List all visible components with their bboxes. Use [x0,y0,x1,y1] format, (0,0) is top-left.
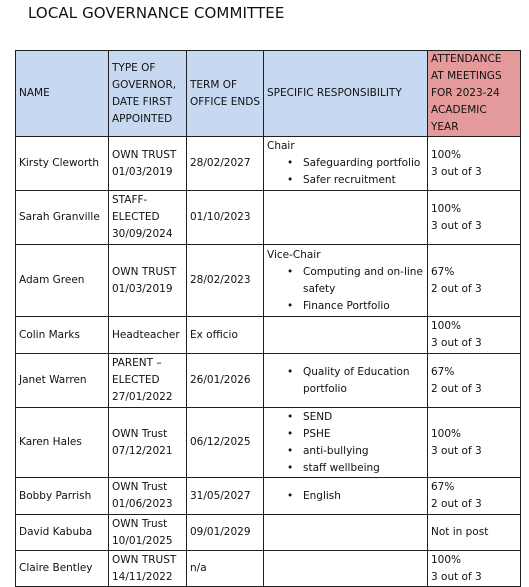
attendance-count: 3 out of 3 [431,444,482,457]
term-end: 28/02/2027 [187,137,264,191]
table-row [16,478,521,515]
role-title: Chair [267,140,295,152]
page-title: LOCAL GOVERNANCE COMMITTEE [28,4,285,22]
header-line: OFFICE ENDS [190,95,260,108]
term-end: n/a [187,551,264,587]
governor-type [109,354,187,408]
responsibility-cell [264,354,428,408]
table-row [16,515,521,551]
header-line: TERM OF [190,78,238,91]
responsibility-cell [264,317,428,354]
attendance-cell [428,245,521,317]
type-line: 10/01/2025 [112,534,173,547]
term-end: 28/02/2023 [187,245,264,317]
responsibility-cell [264,551,428,587]
attendance-cell [428,317,521,354]
governor-name: Janet Warren [16,354,109,408]
governor-type [109,245,187,317]
type-line: 01/03/2019 [112,282,173,295]
type-line: 14/11/2022 [112,570,173,583]
header-line: YEAR [431,121,459,133]
attendance-cell [428,354,521,408]
table-row [16,354,521,408]
table-row [16,317,521,354]
header-line: APPOINTED [112,112,173,125]
attendance-count: 3 out of 3 [431,219,482,232]
term-end: 26/01/2026 [187,354,264,408]
governor-name: Sarah Granville [16,191,109,245]
term-end: 09/01/2029 [187,515,264,551]
attendance-percent: 100% [431,320,462,332]
attendance-status: Not in post [431,526,489,538]
term-end: 06/12/2025 [187,408,264,478]
governor-name: Claire Bentley [16,551,109,587]
attendance-count: 3 out of 3 [431,165,482,178]
table-row [16,408,521,478]
governor-type [109,191,187,245]
header-line: FOR 2023-24 [431,87,500,99]
type-line: OWN Trust [112,517,168,530]
governor-name: Kirsty Cleworth [16,137,109,191]
responsibility-list [267,364,424,398]
term-end: 31/05/2027 [187,478,264,515]
header-line: ACADEMIC [431,104,487,116]
responsibility-item: • Computing and on-line safety [303,264,424,298]
responsibility-cell [264,408,428,478]
attendance-count: 3 out of 3 [431,337,482,349]
governor-type [109,478,187,515]
type-line: OWN TRUST [112,148,177,161]
attendance-count: 2 out of 3 [431,498,482,510]
attendance-percent: 100% [431,148,462,161]
responsibility-cell [264,245,428,317]
attendance-percent: 67% [431,365,455,378]
type-line: OWN Trust [112,481,168,493]
governor-name: Adam Green [16,245,109,317]
header-line: ATTENDANCE [431,53,502,65]
responsibility-item: • PSHE [303,426,424,443]
governor-name: Colin Marks [16,317,109,354]
responsibility-cell [264,515,428,551]
responsibility-item: • Finance Portfolio [303,298,424,315]
role-title: Vice-Chair [267,248,321,261]
type-line: ELECTED [112,374,160,386]
header-line: DATE FIRST [112,95,173,108]
header-line: AT MEETINGS [431,70,502,82]
table-header-row [16,51,521,137]
responsibility-list [267,488,424,505]
header-attendance [428,51,521,137]
governance-table [15,50,521,587]
attendance-percent: 100% [431,202,462,215]
header-name: NAME [16,51,109,137]
type-line: OWN TRUST [112,553,177,566]
type-line: OWN Trust [112,427,168,440]
attendance-cell [428,191,521,245]
term-end: Ex officio [187,317,264,354]
governor-type [109,551,187,587]
type-line: 30/09/2024 [112,228,173,240]
responsibility-item: • Safer recruitment [303,172,424,189]
attendance-count: 2 out of 3 [431,282,482,295]
type-line: 01/03/2019 [112,165,173,178]
attendance-count: 2 out of 3 [431,382,482,395]
header-line: GOVERNOR, [112,78,177,91]
governor-type [109,515,187,551]
type-line: ELECTED [112,211,160,223]
table-row [16,137,521,191]
responsibility-item: • SEND [303,409,424,426]
responsibility-item: • English [303,488,424,505]
type-line: OWN TRUST [112,265,177,278]
attendance-cell [428,515,521,551]
header-term [187,51,264,137]
responsibility-cell [264,191,428,245]
attendance-cell [428,408,521,478]
type-line: STAFF- [112,194,148,206]
governor-name: Karen Hales [16,408,109,478]
attendance-cell [428,478,521,515]
responsibility-list [267,264,424,315]
term-end: 01/10/2023 [187,191,264,245]
type-line: 07/12/2021 [112,444,173,457]
attendance-cell [428,137,521,191]
governor-name: Bobby Parrish [16,478,109,515]
type-line: 27/01/2022 [112,391,173,403]
table-row [16,191,521,245]
table-row [16,551,521,587]
attendance-percent: 67% [431,265,455,278]
attendance-count: 3 out of 3 [431,570,482,583]
responsibility-list [267,409,424,477]
governor-type [109,408,187,478]
type-line: PARENT – [112,357,162,369]
header-type [109,51,187,137]
header-line: TYPE OF [112,61,156,74]
attendance-cell [428,551,521,587]
governor-type: Headteacher [109,317,187,354]
responsibility-cell [264,137,428,191]
attendance-percent: 100% [431,553,462,566]
responsibility-item: • anti-bullying [303,443,424,460]
responsibility-item: • staff wellbeing [303,460,424,477]
responsibility-item: • Quality of Education portfolio [303,364,424,398]
responsibility-cell [264,478,428,515]
responsibility-list [267,155,424,189]
table-row [16,245,521,317]
header-responsibility: SPECIFIC RESPONSIBILITY [264,51,428,137]
responsibility-item: • Safeguarding portfolio [303,155,424,172]
governor-name: David Kabuba [16,515,109,551]
governor-type [109,137,187,191]
type-line: 01/06/2023 [112,498,173,510]
attendance-percent: 67% [431,481,455,493]
attendance-percent: 100% [431,427,462,440]
